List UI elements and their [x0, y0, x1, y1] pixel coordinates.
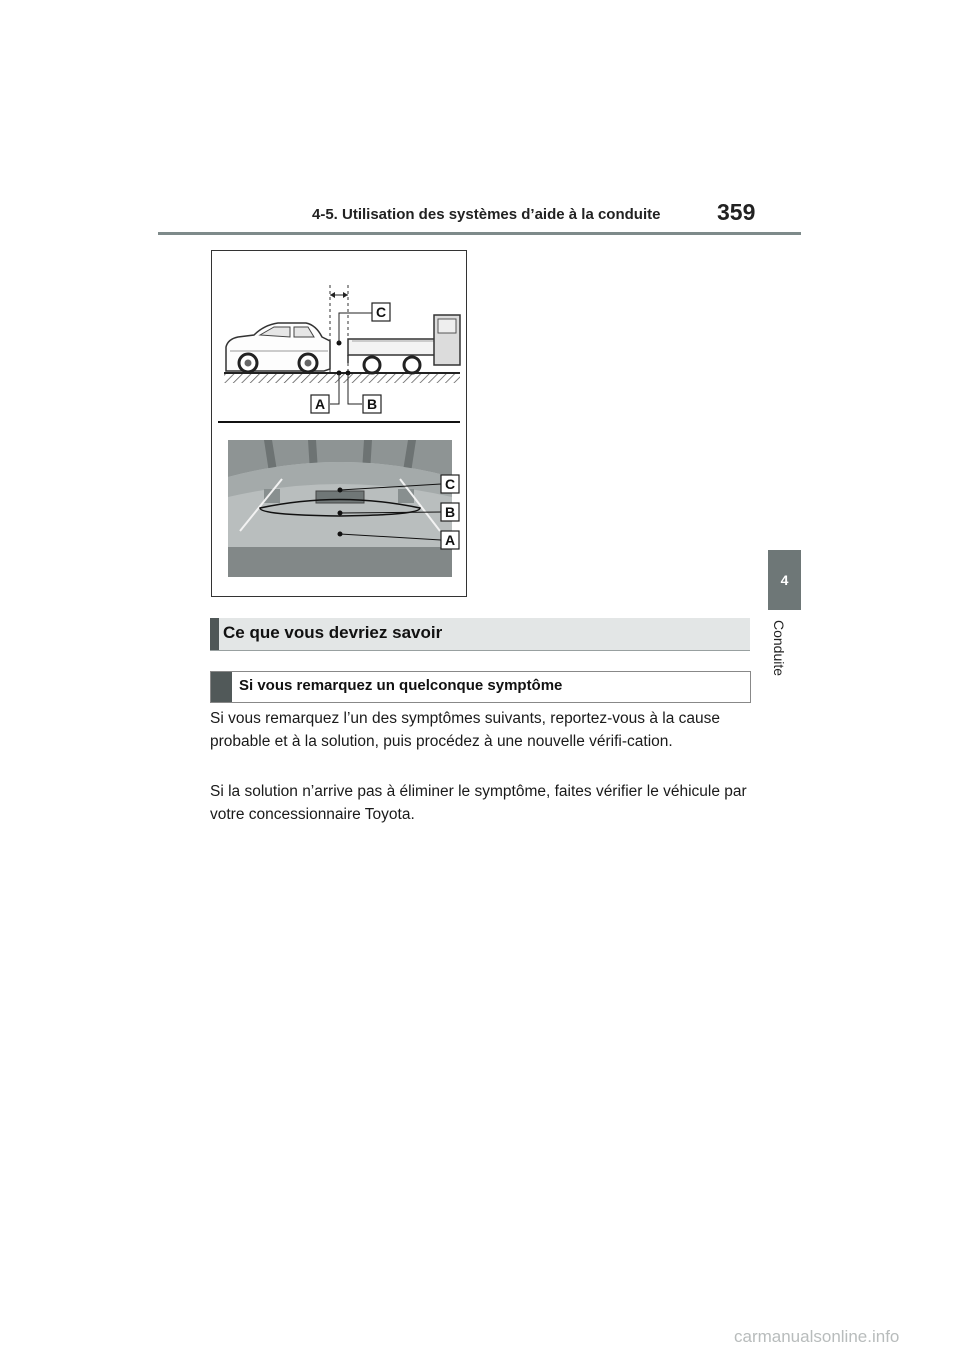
suv-illustration [226, 323, 330, 372]
subsection-heading-text: Si vous remarquez un quelconque symptôme [239, 677, 563, 694]
callout-a-bottom [441, 531, 459, 549]
svg-text:C: C [444, 476, 456, 492]
chapter-label: Conduite [771, 620, 787, 677]
svg-text:B: B [366, 396, 378, 412]
callout-c-top [372, 303, 390, 321]
svg-text:B: B [444, 504, 456, 520]
rear-camera-diagram [212, 251, 466, 596]
figure-frame [211, 250, 467, 597]
paragraph-1: Si vous remarquez l’un des symptômes suivants, reportez-vous à la cause probable et à la solution, puis procédez à une nouvelle vérifi-cation. [210, 710, 721, 750]
section-header-title: 4-5. Utilisation des systèmes d’aide à la conduite [312, 206, 661, 223]
callout-c-bottom [441, 475, 459, 493]
chapter-tab[interactable]: 4 [768, 550, 801, 610]
section-heading [210, 618, 750, 651]
callout-a-top [311, 395, 329, 413]
header-rule [158, 232, 801, 235]
svg-text:C: C [375, 304, 387, 320]
section-heading-text: Ce que vous devriez savoir [223, 623, 443, 642]
camera-view [228, 440, 452, 577]
ground-hatch [224, 373, 460, 383]
svg-text:A: A [444, 532, 456, 548]
watermark: carmanualsonline.info [734, 1327, 900, 1346]
truck-illustration [348, 315, 460, 373]
heading-accent-bar [210, 618, 219, 650]
paragraph-2: Si la solution n’arrive pas à éliminer le symptôme, faites vérifier le véhicule par votre concessionnaire Toyota. [210, 783, 747, 823]
subsection-heading [210, 671, 751, 703]
callout-b-top [363, 395, 381, 413]
subheading-accent-box [211, 672, 232, 702]
callout-b-bottom [441, 503, 459, 521]
svg-text:A: A [314, 396, 326, 412]
page-number: 359 [717, 199, 756, 225]
